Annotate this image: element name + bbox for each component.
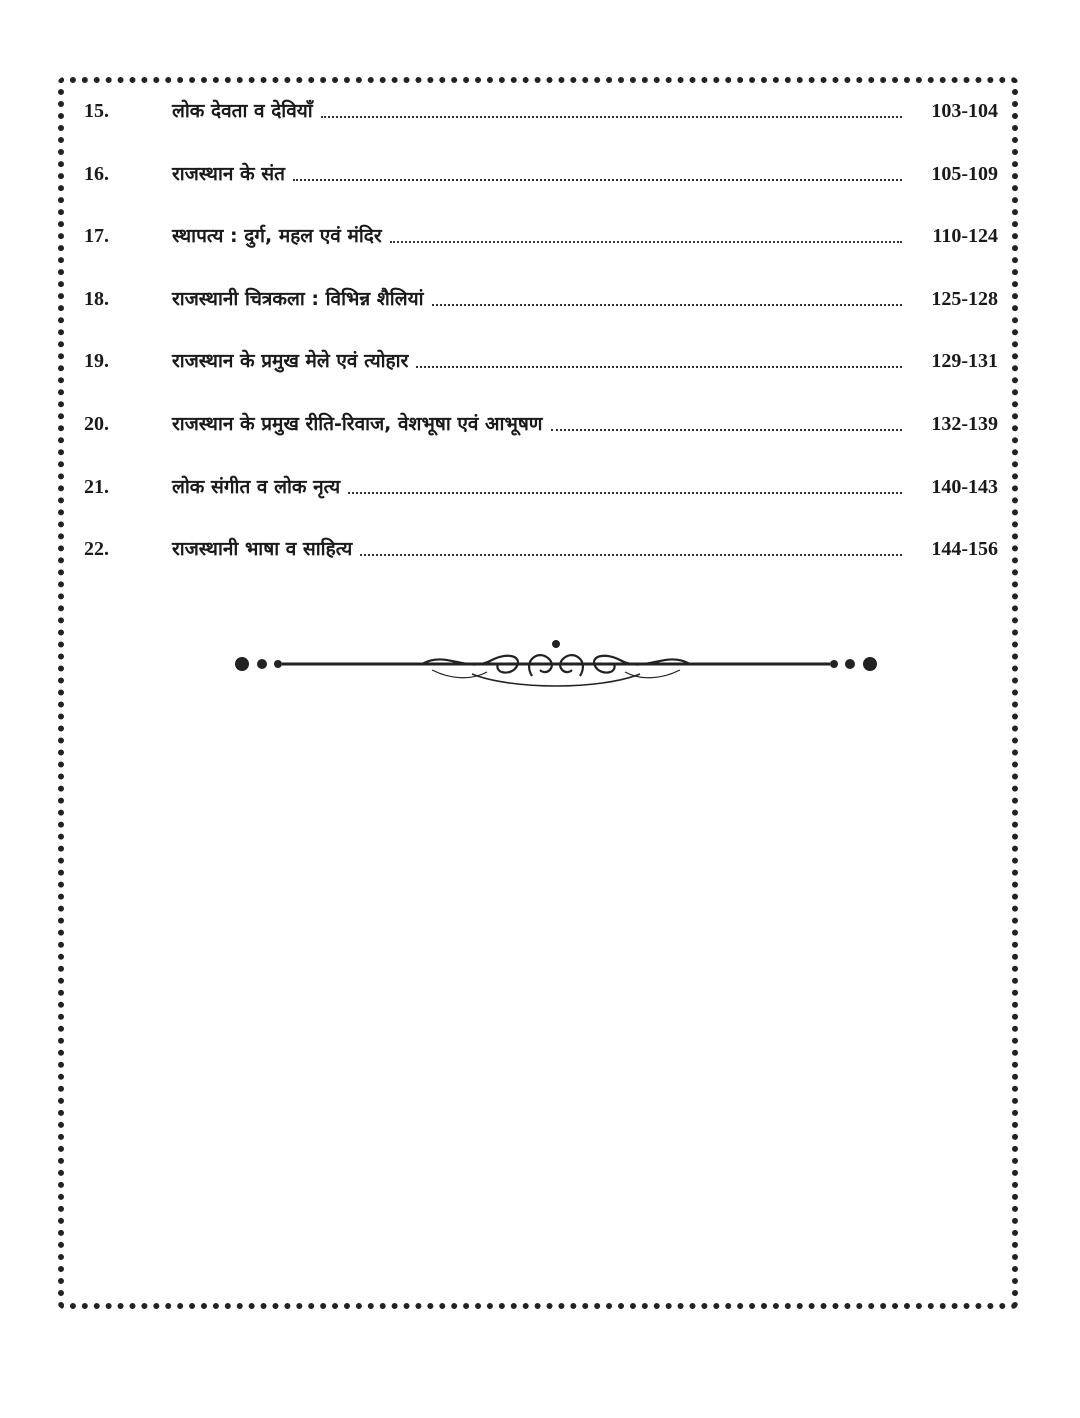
entry-title: राजस्थान के प्रमुख मेले एवं त्योहार [172,350,409,373]
entry-title: लोक संगीत व लोक नृत्य [172,475,341,498]
entry-number: 18. [84,287,109,310]
entry-title: राजस्थान के संत [172,162,285,185]
entry-number: 16. [84,162,109,185]
entry-title: राजस्थानी भाषा व साहित्य [172,538,353,561]
entry-number: 22. [84,538,109,561]
entry-pages: 110-124 [932,225,998,248]
entry-pages: 105-109 [931,162,998,185]
entry-pages: 132-139 [931,412,998,435]
dot-leader [390,241,902,243]
dot-leader [360,554,902,556]
table-of-contents [84,100,998,583]
toc-entry-22[interactable] [84,521,998,584]
dot-leader [432,304,902,306]
flourish-divider-icon [232,630,880,694]
toc-entry-18[interactable] [84,270,998,333]
entry-pages: 140-143 [931,475,998,498]
entry-title: लोक देवता व देवियाँ [172,100,313,122]
toc-entry-20[interactable] [84,395,998,458]
entry-number: 20. [84,412,109,435]
entry-title: राजस्थान के प्रमुख रीति-रिवाज, वेशभूषा एवं आभूषण [172,412,543,435]
dot-leader [551,429,902,431]
entry-number: 19. [84,350,109,373]
entry-pages: 103-104 [931,100,998,122]
toc-entry-17[interactable] [84,208,998,271]
toc-entry-15[interactable] [84,100,998,145]
entry-pages: 129-131 [931,350,998,373]
dot-leader [348,492,902,494]
dot-leader [321,116,902,118]
entry-pages: 125-128 [931,287,998,310]
entry-title: स्थापत्य : दुर्ग, महल एवं मंदिर [172,225,382,248]
entry-number: 21. [84,475,109,498]
toc-entry-19[interactable] [84,333,998,396]
dot-leader [416,366,902,368]
entry-title: राजस्थानी चित्रकला : विभिन्न शैलियां [172,287,424,310]
dot-leader [293,179,902,181]
entry-number: 17. [84,225,109,248]
entry-number: 15. [84,100,109,122]
entry-pages: 144-156 [931,538,998,561]
toc-entry-16[interactable] [84,145,998,208]
toc-entry-21[interactable] [84,458,998,521]
